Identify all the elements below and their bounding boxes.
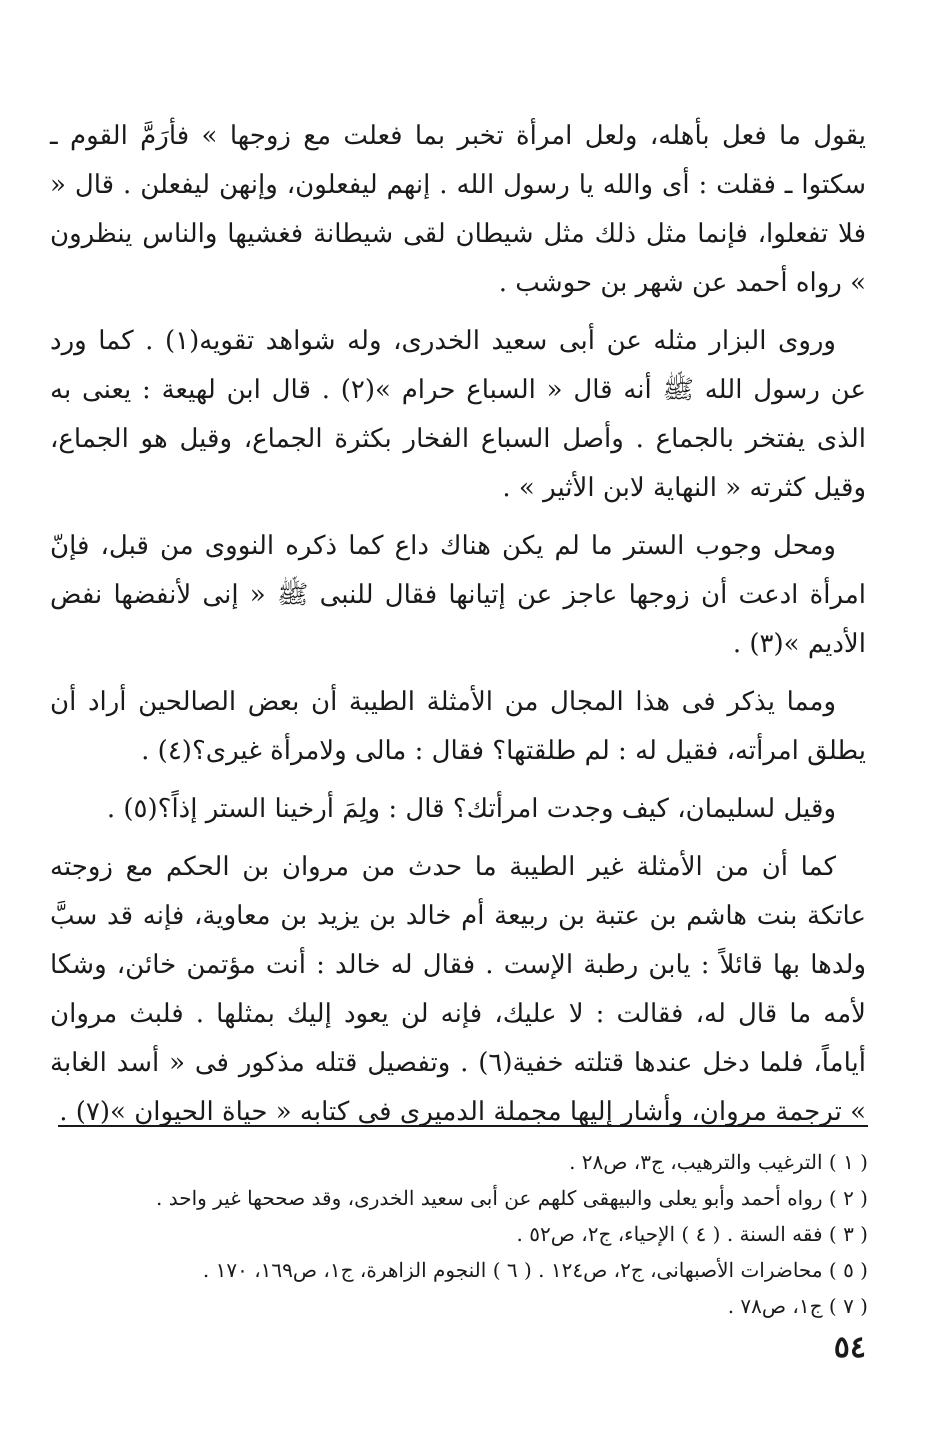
page-body xyxy=(50,112,866,1146)
paragraph-3: ومحل وجوب الستر ما لم يكن هناك داع كما ذكره النووى من قبل، فإنّ امرأة ادعت أن زوجها عاجز عن إتيانها فقال للنبى ﷺ « إنى لأنفضها نفض الأديم »(٣) . xyxy=(50,531,866,659)
footnote-5-6: ( ٥ ) محاضرات الأصبهانى، ج٢، ص١٢٤ . ( ٦ ) النجوم الزاهرة، ج١، ص١٦٩، ١٧٠ . xyxy=(202,1258,868,1282)
footnote-2: ( ٢ ) رواه أحمد وأبو يعلى والبيهقى كلهم عن أبى سعيد الخدرى، وقد صححها غير واحد . xyxy=(156,1186,868,1210)
paragraph-4: ومما يذكر فى هذا المجال من الأمثلة الطيبة أن بعض الصالحين أراد أن يطلق امرأته، فقيل له : لم طلقتها؟ فقال : مالى ولامرأة غيرى؟(٤) . xyxy=(50,687,866,766)
paragraph-6: كما أن من الأمثلة غير الطيبة ما حدث من مروان بن الحكم مع زوجته عاتكة بنت هاشم بن عتبة بن ربيعة أم خالد بن يزيد بن معاوية، فإنه قد سبَّ ولدها بها قائلاً : يابن رطبة الإست . فقال له خالد : أنت مؤتمن خائن، وشكا لأمه ما قال له، فقالت : لا عليك، فإنه لن يعود إليك بمثلها . فلبث مروان أياماً، فلما دخل عندها قتلته خفية(٦) . وتفصيل قتله مذكور فى « أسد الغابة » ترجمة مروان، وأشار إليها مجملة الدميرى فى كتابه « حياة الحيوان »(٧) . xyxy=(50,852,866,1127)
footnote-3-4: ( ٣ ) فقه السنة . ( ٤ ) الإحياء، ج٢، ص٥٢ . xyxy=(516,1222,868,1246)
page-number: ٥٤ xyxy=(833,1330,866,1365)
footnotes xyxy=(58,1144,868,1324)
footnote-divider xyxy=(58,1125,868,1127)
footnote-1: ( ١ ) الترغيب والترهيب، ج٣، ص٢٨ . xyxy=(569,1150,868,1174)
footnote-7: ( ٧ ) ج١، ص٧٨ . xyxy=(727,1294,868,1318)
paragraph-2: وروى البزار مثله عن أبى سعيد الخدرى، وله شواهد تقويه(١) . كما ورد عن رسول الله ﷺ أنه قال « السباع حرام »(٢) . قال ابن لهيعة : يعنى به الذى يفتخر بالجماع . وأصل السباع الفخار بكثرة الجماع، وقيل هو الجماع، وقيل كثرته « النهاية لابن الأثير » . xyxy=(50,326,866,503)
paragraph-1: يقول ما فعل بأهله، ولعل امرأة تخبر بما فعلت مع زوجها » فأرَمَّ القوم ـ سكتوا ـ فقلت : أى والله يا رسول الله . إنهم ليفعلون، وإنهن ليفعلن . قال « فلا تفعلوا، فإنما مثل ذلك مثل شيطان لقى شيطانة فغشيها والناس ينظرون » رواه أحمد عن شهر بن حوشب . xyxy=(50,121,866,298)
paragraph-5: وقيل لسليمان، كيف وجدت امرأتك؟ قال : ولِمَ أرخينا الستر إذاً؟(٥) . xyxy=(106,794,836,824)
